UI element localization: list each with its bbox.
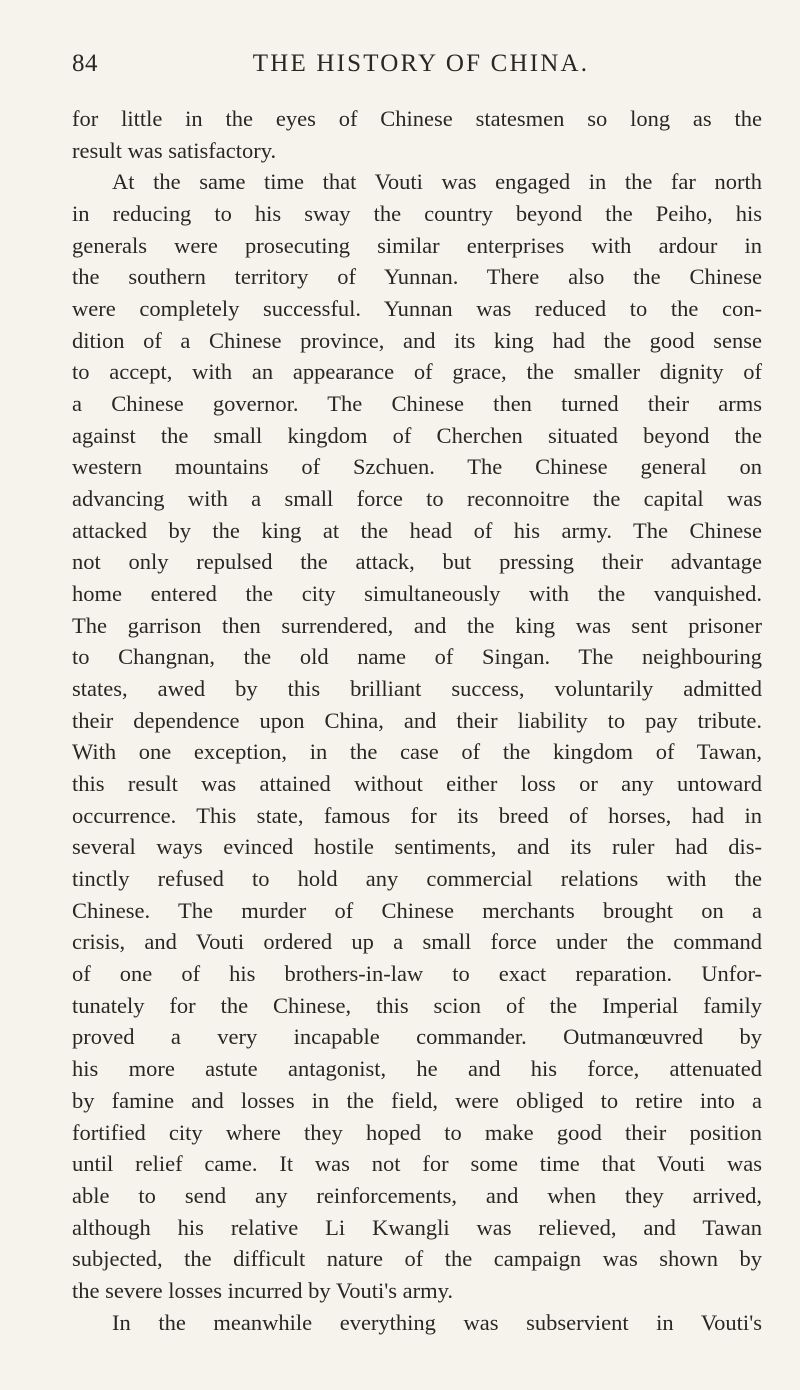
text-line: in reducing to his sway the country beyond the Peiho, his [72, 201, 762, 227]
text-line: by famine and losses in the field, were obliged to retire into a [72, 1087, 762, 1113]
text-line: their dependence upon China, and their liability to pay tribute. [72, 707, 762, 733]
text-line: to Changnan, the old name of Singan. The neighbouring [72, 644, 762, 670]
text-line: advancing with a small force to reconnoitre the capital was [72, 486, 762, 512]
page-header [72, 50, 730, 90]
text-line: to accept, with an appearance of grace, the smaller dignity of [72, 359, 762, 385]
text-line: dition of a Chinese province, and its king had the good sense [72, 327, 762, 353]
text-line: In the meanwhile everything was subservient in Vouti's [112, 1309, 762, 1335]
text-line: the severe losses incurred by Vouti's army. [72, 1277, 454, 1303]
page-number: 84 [72, 50, 98, 77]
text-line: tunately for the Chinese, this scion of the Imperial family [72, 992, 762, 1018]
running-title: THE HISTORY OF CHINA. [252, 50, 590, 77]
text-line: although his relative Li Kwangli was relieved, and Tawan [72, 1214, 762, 1240]
text-line: fortified city where they hoped to make good their position [72, 1119, 762, 1145]
text-line: the southern territory of Yunnan. There also the Chinese [72, 264, 762, 290]
text-line: attacked by the king at the head of his army. The Chinese [72, 517, 762, 543]
text-line: several ways evinced hostile sentiments, and its ruler had dis- [72, 834, 762, 860]
text-line: this result was attained without either loss or any untoward [72, 771, 762, 797]
text-line: subjected, the difficult nature of the campaign was shown by [72, 1246, 762, 1272]
text-line: result was satisfactory. [72, 137, 277, 163]
text-line: his more astute antagonist, he and his force, attenuated [72, 1056, 762, 1082]
text-line: a Chinese governor. The Chinese then turned their arms [72, 391, 762, 417]
body-text [72, 103, 762, 1338]
text-line: The garrison then surrendered, and the king was sent prisoner [72, 612, 762, 638]
text-line: were completely successful. Yunnan was reduced to the con- [72, 296, 762, 322]
text-line: states, awed by this brilliant success, voluntarily admitted [72, 676, 762, 702]
text-line: against the small kingdom of Cherchen situated beyond the [72, 422, 762, 448]
text-line: At the same time that Vouti was engaged in the far north [112, 169, 762, 195]
text-line: until relief came. It was not for some time that Vouti was [72, 1151, 762, 1177]
text-line: home entered the city simultaneously with the vanquished. [72, 581, 762, 607]
text-line: not only repulsed the attack, but pressing their advantage [72, 549, 762, 575]
text-line: Chinese. The murder of Chinese merchants brought on a [72, 897, 762, 923]
text-line: proved a very incapable commander. Outmanœuvred by [72, 1024, 762, 1050]
text-line: tinctly refused to hold any commercial relations with the [72, 866, 762, 892]
text-line: western mountains of Szchuen. The Chinese general on [72, 454, 762, 480]
text-line: With one exception, in the case of the kingdom of Tawan, [72, 739, 762, 765]
text-line: generals were prosecuting similar enterprises with ardour in [72, 232, 762, 258]
text-line: occurrence. This state, famous for its breed of horses, had in [72, 802, 762, 828]
text-line: able to send any reinforcements, and when they arrived, [72, 1182, 762, 1208]
text-line: for little in the eyes of Chinese statesmen so long as the [72, 106, 762, 131]
text-line: of one of his brothers-in-law to exact reparation. Unfor- [72, 961, 762, 987]
text-line: crisis, and Vouti ordered up a small force under the command [72, 929, 762, 955]
